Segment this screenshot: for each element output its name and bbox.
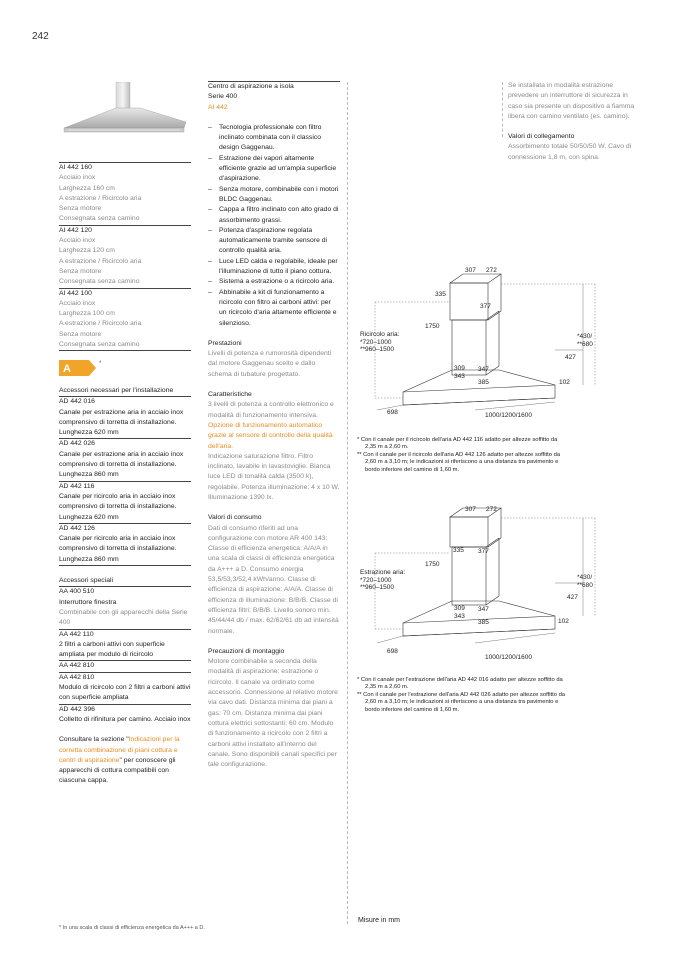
dim-label: *430/: [577, 574, 593, 581]
product-image: [60, 82, 190, 142]
feature-item: – Cappa a filtro inclinato con alto grado di assorbimento grassi.: [208, 205, 340, 226]
special-code: AA 442 810: [59, 662, 95, 670]
dim-label: 427: [565, 354, 576, 361]
page-number: 242: [32, 31, 49, 42]
product-model: AI 442: [208, 103, 228, 111]
dim-label: 427: [567, 594, 578, 601]
collegamento-title: Valori di collegamento: [508, 133, 575, 141]
model-line: A estrazione / Ricircolo aria: [59, 257, 142, 265]
dim-label: **680: [577, 341, 593, 348]
recirculation-diagram: [355, 260, 605, 435]
feature-list: [208, 123, 340, 329]
accessory-code: AD 442 126: [59, 524, 95, 532]
mode-label: Estrazione aria:: [360, 569, 406, 576]
feature-item: – Abbinabile a kit di funzionamento a ricircolo con filtro ai carboni attivi: per un ricircolo d'aria altamente efficiente e silenzioso.: [208, 288, 340, 329]
diagram-note: ** Con il canale per l'estrazione dell'aria AD 442 026 adatto per altezze soffitto da 2,60 m a 3,10 m; le indicazioni si riferiscono a una distanza tra pavimento e bordo inferiore del camino di 1,60 m.: [357, 691, 566, 713]
dim-label: 102: [559, 379, 570, 386]
collegamento-text: Assorbimento totale 50/50/50 W. Cavo di connessione 1,8 m, con spina.: [508, 143, 632, 161]
mode-label: Ricircolo aria:: [360, 331, 400, 338]
energy-class-badge: [59, 360, 102, 375]
dim-label: 347: [478, 606, 489, 613]
dim-label: *430/: [577, 333, 593, 340]
dim-label: 1000/1200/1600: [485, 654, 532, 661]
special-name: Interruttore finestra: [59, 598, 117, 606]
units-label: Misure in mm: [358, 917, 401, 924]
extraction-diagram: [355, 503, 605, 678]
model-160: [59, 162, 191, 225]
caratteristiche-text: Indicazione saturazione filtro. Filtro inclinato, lavabile in lavastoviglie. Bianca luce LED di tonalità calda (3500 k), regolabile. Potenza illuminazione: 4 x 10 W. Illuminazione 1390 lx.: [208, 452, 340, 501]
special-code: AA 442 110: [59, 630, 94, 638]
special-code: AD 442 396: [59, 705, 95, 713]
accessory-desc: Canale per estrazione aria in acciaio inox comprensivo di torretta di installazione.: [59, 408, 184, 426]
feature-item: – Estrazione dei vapori altamente efficiente grazie ad un'ampia superficie d'aspirazione.: [208, 154, 340, 185]
special-item: [59, 587, 191, 629]
model-line: Senza motore: [59, 205, 102, 213]
extraction-notes: [357, 677, 567, 714]
caratteristiche-text: 3 livelli di potenza a controllo elettronico e modalità di funzionamento intensiva.: [208, 401, 334, 419]
prestazioni-text: Livelli di potenza e rumorosità dipendenti dal motore Gaggenau scelto e dallo schema di tubature progettato.: [208, 350, 332, 378]
accessory-item: [59, 524, 191, 566]
accessory-length: Lunghezza 860 mm: [59, 555, 119, 563]
mode-range: **960–1500: [360, 346, 394, 353]
model-100: [59, 288, 191, 352]
caratteristiche-title: Caratteristiche: [208, 391, 252, 399]
accessory-item: [59, 482, 191, 524]
feature-item: – Sistema a estrazione o a ricircolo aria.: [208, 277, 340, 287]
accessory-desc: Canale per ricircolo aria in acciaio inox comprensivo di torretta di installazione.: [59, 535, 177, 553]
special-item: [59, 673, 191, 705]
dim-label: 377: [478, 548, 489, 555]
dim-label: 1750: [425, 323, 440, 330]
connection-column: [508, 81, 643, 163]
accessory-item: [59, 439, 191, 481]
model-line: Consegnata senza camino: [59, 215, 140, 223]
special-desc: Combinabile con gli apparecchi della Serie 400: [59, 608, 188, 627]
mode-range: *720–1000: [360, 339, 392, 346]
model-120: [59, 225, 191, 288]
dim-label: 335: [453, 547, 464, 554]
mode-range: **960–1500: [360, 584, 394, 591]
special-desc: Modulo di ricircolo con 2 filtri a carboni attivi con superficie ampliata: [59, 684, 191, 702]
dim-label: **680: [577, 582, 593, 589]
model-line: Acciaio inox: [59, 237, 96, 245]
description-column: [208, 81, 340, 770]
energy-class-letter: A: [63, 363, 71, 375]
mode-range: *720–1000: [360, 577, 392, 584]
dim-label: 385: [478, 379, 489, 386]
accessory-code: AD 442 026: [59, 440, 95, 448]
model-line: A estrazione / Ricircolo aria: [59, 320, 142, 328]
dim-label: 335: [435, 291, 446, 298]
dim-label: 343: [454, 613, 465, 620]
model-line: Consegnata senza camino: [59, 341, 140, 349]
model-line: A estrazione / Ricircolo aria: [59, 194, 142, 202]
dim-label: 385: [478, 619, 489, 626]
model-line: Consegnata senza camino: [59, 278, 140, 286]
accessory-code: AD 442 116: [59, 482, 95, 490]
consult-text: " per conoscere gli apparecchi di cottura compatibili con ciascuna cappa.: [59, 756, 176, 785]
accessory-desc: Canale per ricircolo aria in acciaio inox comprensivo di torretta di installazione.: [59, 492, 177, 511]
column-divider: [347, 82, 348, 924]
feature-item: – Tecnologia professionale con filtro inclinato combinata con il classico design Gaggenau.: [208, 123, 340, 154]
accessory-item: [59, 397, 191, 439]
product-title: Centro di aspirazione a isola: [208, 81, 340, 92]
accessory-length: Lunghezza 620 mm: [59, 429, 119, 437]
accessories-section: [59, 386, 191, 787]
model-code: AI 442 120: [59, 226, 92, 234]
model-line: Larghezza 120 cm: [59, 247, 115, 255]
montaggio-title: Precauzioni di montaggio: [208, 647, 285, 655]
model-code: AI 442 160: [59, 164, 92, 171]
dim-label: 1000/1200/1600: [485, 412, 532, 419]
special-item: [59, 661, 191, 672]
footer-note: * In una scala di classi di efficienza energetica da A+++ a D.: [59, 925, 205, 931]
dim-label: 347: [478, 366, 489, 373]
dim-label: 343: [454, 373, 465, 380]
dim-label: 698: [387, 409, 398, 416]
dim-label: 272: [486, 267, 497, 274]
prestazioni-title: Prestazioni: [208, 339, 242, 347]
feature-item: – Luce LED calda e regolabile, ideale per l'illuminazione di tutto il piano cottura.: [208, 257, 340, 278]
accessory-desc: Canale per estrazione aria in acciaio inox comprensivo di torretta di installazione.: [59, 450, 184, 469]
column-divider: [502, 82, 503, 137]
dim-label: 698: [387, 648, 398, 655]
montaggio-text: Motore combinabile a seconda della modalità di aspirazione: estrazione o ricircolo. Il canale va ordinato come accessorio. Connessione al relativo motore via cavo dati. Distanza minima dai piani a gas: 70 cm. Distanza minima dai piani cottura elettrici sottostanti: 60 cm. Modulo di funzionamento a ricircolo con 2 filtri a carboni attivi installato all'interno del canale. Sono disponibili canali specifici per tale configurazione.: [208, 658, 338, 769]
model-line: Larghezza 100 cm: [59, 310, 115, 318]
feature-item: – Potenza d'aspirazione regolata automaticamente tramite sensore di controllo qualità aria.: [208, 226, 340, 257]
accessories-title: Accessori necessari per l'installazione: [59, 386, 191, 397]
model-line: Acciaio inox: [59, 174, 96, 182]
special-desc: 2 filtri a carboni attivi con superficie ampliata per modulo di ricircolo: [59, 640, 165, 659]
model-line: Senza motore: [59, 330, 102, 338]
consult-link[interactable]: Indicazioni per la corretta combinazione di piani cottura e centri di aspirazione: [59, 736, 180, 764]
special-item: [59, 630, 191, 662]
consult-text: Consultare la sezione ": [59, 736, 129, 744]
special-accessories-title: Accessori speciali: [59, 576, 191, 587]
feature-item: – Senza motore, combinabile con i motori BLDC Gaggenau.: [208, 185, 340, 206]
model-line: Senza motore: [59, 267, 102, 275]
accessory-length: Lunghezza 620 mm: [59, 513, 119, 521]
caratteristiche-highlight: Opzione di funzionamento automatico grazie al sensore di controllo della qualità dell'aria.: [208, 421, 333, 450]
dim-label: 309: [454, 365, 465, 372]
diagram-note: * Con il canale per l'estrazione dell'aria AD 442 016 adatto per altezze soffitto da 2,35 m a 2,60 m.: [357, 677, 563, 691]
accessory-length: Lunghezza 860 mm: [59, 471, 119, 479]
energy-class-star: *: [99, 361, 102, 367]
models-column: [59, 162, 191, 351]
accessory-code: AD 442 016: [59, 398, 95, 406]
dim-label: 272: [486, 506, 497, 513]
consult-paragraph: [59, 735, 191, 786]
dim-label: 309: [454, 605, 465, 612]
dim-label: 1750: [425, 561, 440, 568]
dim-label: 307: [465, 267, 476, 274]
safety-note: Se installata in modalità estrazione prevedere un interruttore di sicurezza in caso sia presente un dispositivo a fiamma libera con camino ventilato (es. camino).: [508, 82, 635, 120]
consumo-title: Valori di consumo: [208, 514, 262, 522]
special-desc: Colletto di rifinitura per camino. Acciaio inox: [59, 715, 191, 723]
product-series: Serie 400: [208, 93, 238, 101]
model-code: AI 442 100: [59, 289, 92, 297]
diagram-note: * Con il canale per il ricircolo dell'aria AD 442 116 adatto per altezze soffitto da 2,35 m a 2,60 m.: [357, 437, 558, 451]
special-code: AA 400 510: [59, 588, 95, 596]
recirculation-notes: [357, 437, 567, 474]
model-line: Acciaio inox: [59, 299, 96, 307]
special-item: [59, 705, 191, 726]
model-line: Larghezza 160 cm: [59, 184, 115, 192]
diagram-note: ** Con il canale per il ricircolo dell'aria AD 442 126 adatto per altezze soffitto da 2,60 m a 3,10 m; le indicazioni si riferiscono a una distanza tra pavimento e bordo inferiore del camino di 1,60 m.: [357, 451, 561, 473]
consumo-text: Dati di consumo riferiti ad una configurazione con motore AR 400 143: Classe di efficienza energetica: A/A/A in una scala di classi di efficienza energetica da A+++ a D. Consumo energia 53,5/53,3/52,4 kWh/anno. Classe di efficienza di aspirazione: A/A/A. Classe di efficienza di illuminazione: B/B/B. Classe di efficienza filtri: B/B/B. Livello sonoro min. 45/44/44 db / max. 62/62/61 db ad intensità normale.: [208, 524, 339, 635]
special-code: AA 442 810: [59, 673, 95, 681]
dim-label: 102: [558, 618, 569, 625]
dim-label: 377: [480, 303, 491, 310]
dim-label: 307: [465, 506, 476, 513]
